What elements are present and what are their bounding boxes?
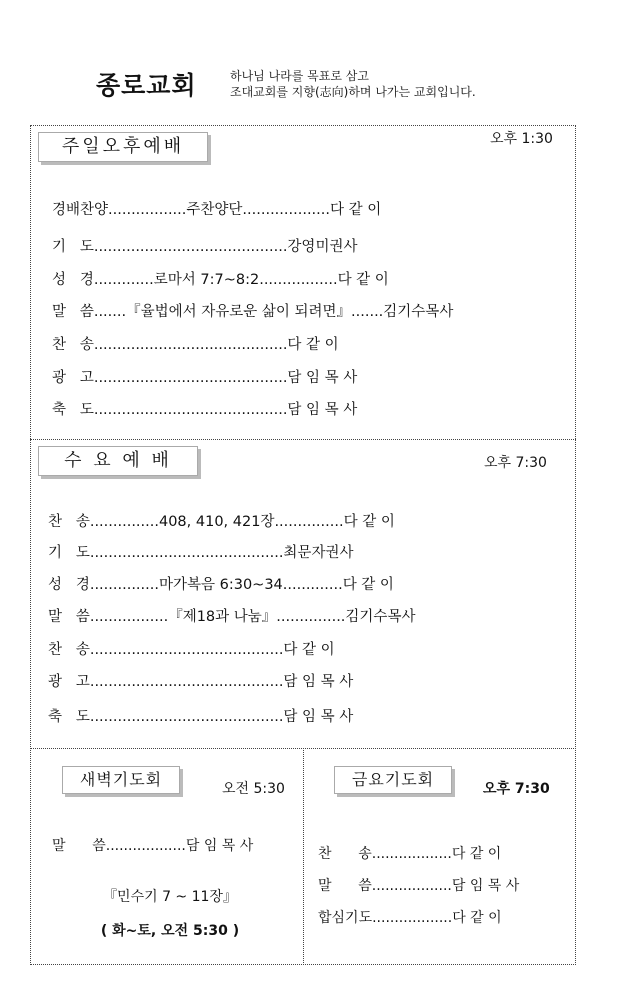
wednesday-service-title: 수 요 예 배 <box>38 446 198 476</box>
list-item: 찬 송..................다 같 이 <box>318 846 502 862</box>
church-name: 종로교회 <box>96 71 197 100</box>
dawn-prayer-title: 새벽기도회 <box>62 766 180 794</box>
list-item: 찬 송...............408, 410, 421장...............다 같 이 <box>48 514 395 530</box>
sunday-service-time: 오후 1:30 <box>490 131 553 147</box>
list-item: 찬 송..........................................다 같 이 <box>48 642 335 658</box>
list-item: 경배찬양.................주찬양단...................다 같 이 <box>52 202 382 218</box>
dawn-schedule: ( 화~토, 오전 5:30 ) <box>100 923 240 939</box>
list-item: 말 씀.......『율법에서 자유로운 삶이 되려면』.......김기수목사 <box>52 304 454 320</box>
list-item: 찬 송..........................................다 같 이 <box>52 337 339 353</box>
motto-line-1: 하나님 나라를 목표로 삼고 <box>230 69 369 83</box>
list-item: 말 씀.................『제18과 나눔』...............김기수목사 <box>48 609 416 625</box>
list-item: 성 경.............로마서 7:7~8:2.................다 같 이 <box>52 272 389 288</box>
dawn-prayer-time: 오전 5:30 <box>222 781 285 797</box>
wednesday-service-time: 오후 7:30 <box>484 455 547 471</box>
dawn-scripture: 『민수기 7 ~ 11장』 <box>103 889 237 905</box>
list-item: 말 씀..................담 임 목 사 <box>318 878 520 894</box>
list-item: 축 도..........................................담 임 목 사 <box>52 402 358 418</box>
list-item: 성 경...............마가복음 6:30~34.............다 같 이 <box>48 577 394 593</box>
friday-prayer-time: 오후 7:30 <box>483 781 550 797</box>
list-item: 축 도..........................................담 임 목 사 <box>48 709 354 725</box>
column-divider <box>303 748 304 965</box>
list-item: 광 고..........................................담 임 목 사 <box>52 370 358 386</box>
list-item: 광 고..........................................담 임 목 사 <box>48 674 354 690</box>
motto-line-2: 조대교회를 지향(志向)하며 나가는 교회입니다. <box>230 85 476 99</box>
section-divider-1 <box>30 439 576 440</box>
sunday-service-title: 주일오후예배 <box>38 132 208 162</box>
list-item: 기 도..........................................강영미권사 <box>52 239 358 255</box>
list-item: 합심기도..................다 같 이 <box>318 910 502 926</box>
dawn-sermon-row: 말 씀..................담 임 목 사 <box>52 838 254 854</box>
list-item: 기 도..........................................최문자권사 <box>48 545 354 561</box>
friday-prayer-title: 금요기도회 <box>334 766 452 794</box>
